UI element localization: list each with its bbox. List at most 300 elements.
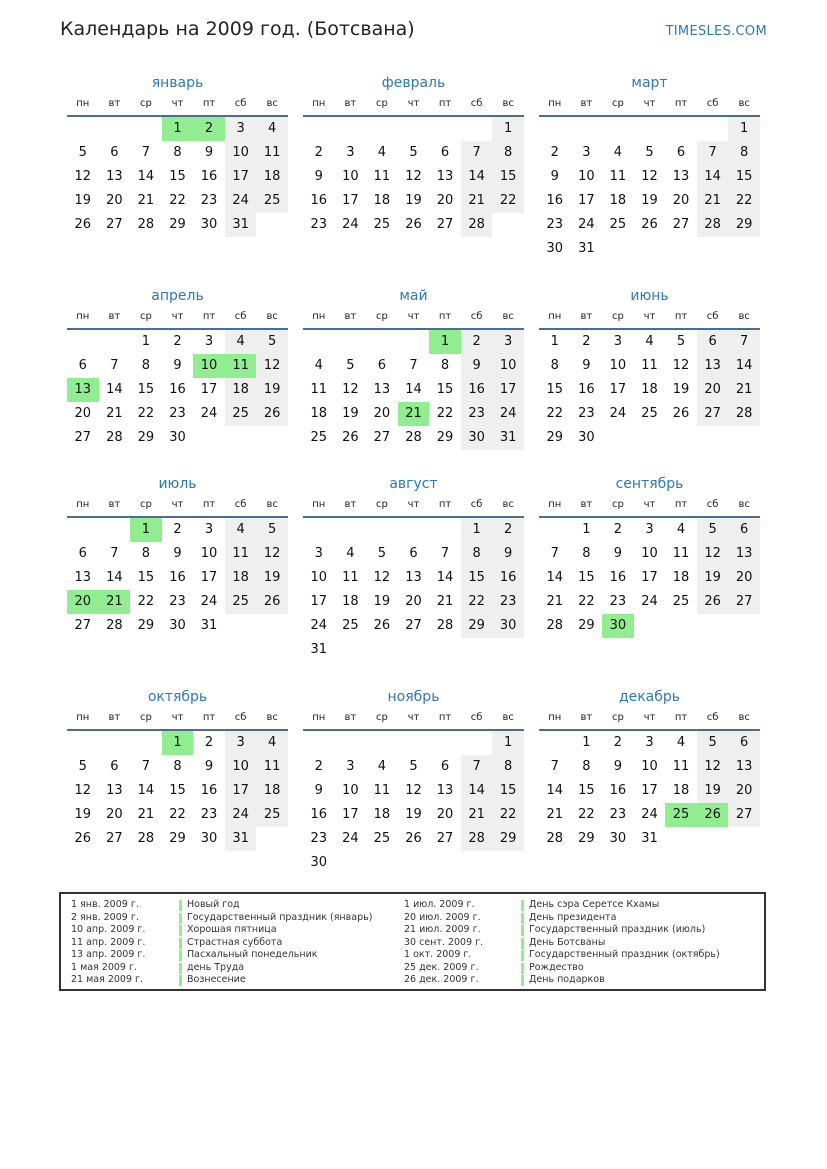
day-cell: 25 (225, 590, 257, 614)
day-cell: 14 (697, 165, 729, 189)
day-cell: 28 (728, 402, 760, 426)
weekday-label: вс (266, 98, 278, 109)
day-cell: 11 (342, 570, 359, 585)
day-cell: 7 (141, 145, 151, 160)
empty-cell (366, 638, 398, 662)
day-cell: 12 (342, 382, 359, 397)
weekday-label: ср (611, 98, 624, 109)
day-cell: 18 (256, 165, 288, 189)
holiday-date: 26 дек. 2009 г. (404, 974, 479, 985)
weekday-label: чт (407, 499, 420, 510)
empty-cell (335, 117, 367, 141)
weekday-label: чт (643, 98, 656, 109)
empty-cell (461, 851, 493, 875)
day-cell: 14 (546, 570, 564, 585)
day-cell: 21 (461, 189, 493, 213)
day-cell: 20 (728, 566, 760, 590)
empty-cell (728, 237, 760, 261)
holiday-name: Рождество (529, 961, 584, 973)
day-cell: 28 (106, 430, 123, 445)
empty-cell (99, 117, 131, 141)
day-cell: 16 (546, 193, 564, 208)
month-name: январь (151, 75, 204, 91)
day-cell: 26 (373, 618, 391, 633)
legend-row (404, 912, 724, 925)
day-cell: 17 (342, 807, 359, 822)
empty-cell (697, 614, 729, 638)
empty-cell (461, 117, 493, 141)
day-cell: 20 (67, 590, 99, 614)
empty-cell (130, 117, 162, 141)
day-cell: 18 (342, 594, 359, 609)
month-6 (539, 286, 760, 450)
holiday-date: 21 мая 2009 г. (71, 974, 144, 985)
weekday-header (67, 309, 288, 330)
week-row (303, 638, 524, 662)
day-cell: 20 (436, 807, 454, 822)
empty-cell (303, 117, 335, 141)
day-cell: 19 (256, 566, 288, 590)
day-cell: 20 (728, 779, 760, 803)
empty-cell (99, 731, 131, 755)
weekday-label: пн (548, 311, 562, 322)
holiday-date: 1 янв. 2009 г. (71, 899, 139, 910)
day-cell: 17 (225, 779, 257, 803)
weekday-label: ср (611, 311, 624, 322)
day-cell: 16 (492, 566, 524, 590)
day-cell: 29 (137, 430, 155, 445)
holiday-name: Пасхальный понедельник (187, 949, 318, 960)
day-cell: 18 (256, 779, 288, 803)
day-cell: 8 (141, 546, 151, 561)
empty-cell (429, 117, 461, 141)
day-cell: 8 (550, 358, 559, 373)
day-cell: 18 (225, 378, 257, 402)
day-cell: 25 (672, 594, 690, 609)
day-cell: 14 (436, 570, 454, 585)
legend-row (404, 962, 724, 975)
day-cell: 25 (665, 803, 697, 827)
week-row (67, 402, 288, 426)
day-cell: 16 (200, 169, 218, 184)
day-cell: 24 (609, 406, 627, 421)
month-4 (67, 286, 288, 450)
day-cell: 27 (405, 618, 422, 633)
day-cell: 21 (546, 807, 564, 822)
empty-cell (366, 330, 398, 354)
day-cell: 3 (582, 145, 591, 160)
weekday-label: вт (344, 311, 357, 322)
week-row (539, 590, 760, 614)
weekday-label: вт (580, 499, 593, 510)
holiday-date: 1 июл. 2009 г. (404, 899, 475, 910)
empty-cell (366, 731, 398, 755)
week-row (303, 590, 524, 614)
day-cell: 28 (546, 618, 564, 633)
empty-cell (665, 426, 697, 450)
day-cell: 13 (74, 570, 92, 585)
day-cell: 29 (546, 430, 564, 445)
day-cell: 19 (74, 193, 92, 208)
day-cell: 9 (582, 358, 591, 373)
day-cell: 21 (728, 378, 760, 402)
day-cell: 24 (641, 807, 658, 822)
holiday-marker (179, 900, 182, 911)
weekday-label: вт (580, 98, 593, 109)
empty-cell (728, 426, 760, 450)
day-cell: 5 (409, 145, 418, 160)
day-cell: 10 (225, 755, 257, 779)
weekday-label: пн (76, 311, 90, 322)
day-cell: 27 (728, 590, 760, 614)
site-link[interactable]: TIMESLES.COM (665, 24, 767, 39)
day-cell: 17 (609, 382, 627, 397)
day-cell: 6 (409, 546, 418, 561)
day-cell: 10 (641, 546, 658, 561)
week-row (303, 827, 524, 851)
month-name: август (389, 476, 438, 492)
day-cell: 17 (200, 382, 218, 397)
legend-row (404, 937, 724, 950)
day-cell: 31 (492, 426, 524, 450)
day-cell: 21 (106, 406, 123, 421)
weekday-label: пн (548, 98, 562, 109)
day-cell: 11 (256, 755, 288, 779)
day-cell: 6 (440, 145, 450, 160)
day-cell: 17 (342, 193, 359, 208)
day-cell: 21 (398, 402, 430, 426)
weekday-label: вс (502, 712, 514, 723)
empty-cell (256, 827, 288, 851)
day-cell: 19 (697, 566, 729, 590)
weekday-label: сб (234, 311, 247, 322)
day-cell: 8 (461, 542, 493, 566)
weekday-label: сб (470, 98, 483, 109)
day-cell: 25 (609, 217, 627, 232)
day-cell: 31 (200, 618, 218, 633)
weekday-header (303, 710, 524, 731)
day-cell: 6 (78, 546, 87, 561)
day-cell: 19 (373, 594, 391, 609)
day-cell: 26 (641, 217, 658, 232)
day-cell: 10 (200, 546, 218, 561)
day-cell: 14 (461, 779, 493, 803)
day-cell: 30 (310, 855, 328, 870)
day-cell: 30 (200, 831, 218, 846)
day-cell: 21 (546, 594, 564, 609)
weekday-label: пт (674, 499, 688, 510)
week-row (303, 518, 524, 542)
day-cell: 8 (440, 358, 450, 373)
empty-cell (461, 731, 493, 755)
day-cell: 13 (67, 378, 99, 402)
weekday-label: пн (76, 98, 90, 109)
day-cell: 4 (645, 334, 654, 349)
day-cell: 23 (310, 217, 328, 232)
holiday-name: Страстная суббота (187, 936, 283, 948)
day-cell: 9 (492, 542, 524, 566)
weekday-label: вс (266, 499, 278, 510)
day-cell: 5 (697, 518, 729, 542)
day-cell: 4 (225, 518, 257, 542)
weekday-label: вс (738, 499, 750, 510)
day-cell: 19 (672, 382, 690, 397)
weekday-label: вт (580, 311, 593, 322)
week-row (539, 755, 760, 779)
week-row (303, 165, 524, 189)
holiday-name: День Ботсваны (529, 936, 606, 948)
day-cell: 6 (110, 759, 119, 774)
day-cell: 22 (169, 193, 186, 208)
empty-cell (602, 117, 634, 141)
day-cell: 24 (200, 594, 218, 609)
week-row (539, 165, 760, 189)
day-cell: 9 (314, 783, 323, 798)
empty-cell (429, 731, 461, 755)
day-cell: 15 (728, 165, 760, 189)
day-cell: 7 (728, 330, 760, 354)
day-cell: 19 (405, 193, 422, 208)
day-cell: 5 (645, 145, 654, 160)
day-cell: 16 (169, 382, 186, 397)
empty-cell (429, 518, 461, 542)
day-cell: 31 (225, 827, 257, 851)
day-cell: 28 (106, 618, 123, 633)
weekday-label: чт (407, 712, 420, 723)
day-cell: 8 (492, 141, 524, 165)
day-cell: 12 (74, 783, 92, 798)
weekday-label: пт (438, 311, 452, 322)
day-cell: 29 (137, 618, 155, 633)
week-row (539, 117, 760, 141)
legend-row (71, 912, 391, 925)
day-cell: 26 (405, 217, 422, 232)
day-cell: 14 (137, 783, 155, 798)
day-cell: 3 (645, 735, 654, 750)
week-row (539, 779, 760, 803)
day-cell: 20 (672, 193, 690, 208)
day-cell: 3 (225, 117, 257, 141)
day-cell: 12 (256, 542, 288, 566)
month-3 (539, 73, 760, 261)
weekday-label: пт (674, 98, 688, 109)
weekday-label: сб (706, 98, 719, 109)
month-12 (539, 687, 760, 851)
week-row (539, 237, 760, 261)
empty-cell (225, 614, 257, 638)
empty-cell (634, 426, 666, 450)
holiday-name: Государственный праздник (июль) (529, 924, 706, 935)
weekday-label: ср (139, 311, 152, 322)
legend-row (71, 924, 391, 937)
weekday-label: пт (202, 311, 216, 322)
week-row (539, 827, 760, 851)
day-cell: 27 (672, 217, 690, 232)
weekday-label: пт (438, 712, 452, 723)
day-cell: 13 (106, 169, 123, 184)
empty-cell (539, 518, 571, 542)
day-cell: 21 (137, 193, 155, 208)
day-cell: 11 (609, 169, 627, 184)
legend-row (71, 962, 391, 975)
weekday-label: чт (643, 712, 656, 723)
weekday-label: вс (266, 311, 278, 322)
weekday-label: ср (375, 499, 388, 510)
day-cell: 28 (461, 213, 493, 237)
day-cell: 13 (405, 570, 422, 585)
day-cell: 14 (106, 382, 123, 397)
day-cell: 10 (641, 759, 658, 774)
week-row (539, 141, 760, 165)
day-cell: 2 (613, 735, 623, 750)
week-row (67, 141, 288, 165)
day-cell: 2 (204, 735, 214, 750)
day-cell: 14 (106, 570, 123, 585)
day-cell: 5 (78, 759, 87, 774)
legend-row (71, 949, 391, 962)
week-row (303, 213, 524, 237)
holiday-name: День сэра Серетсе Кхамы (529, 899, 660, 910)
holiday-name: День президента (529, 911, 617, 923)
day-cell: 8 (173, 145, 182, 160)
day-cell: 1 (728, 117, 760, 141)
weekday-label: ср (139, 499, 152, 510)
holiday-date: 1 мая 2009 г. (71, 961, 137, 973)
week-row (539, 330, 760, 354)
day-cell: 27 (106, 831, 123, 846)
week-row (67, 566, 288, 590)
weekday-label: пт (202, 499, 216, 510)
day-cell: 19 (256, 378, 288, 402)
day-cell: 9 (613, 546, 623, 561)
day-cell: 8 (582, 759, 591, 774)
day-cell: 20 (74, 406, 92, 421)
day-cell: 17 (578, 193, 595, 208)
holiday-marker (521, 925, 524, 936)
day-cell: 17 (200, 570, 218, 585)
empty-cell (256, 213, 288, 237)
month-7 (67, 474, 288, 638)
day-cell: 22 (546, 406, 564, 421)
day-cell: 28 (461, 827, 493, 851)
day-cell: 29 (492, 827, 524, 851)
empty-cell (461, 638, 493, 662)
week-row (303, 851, 524, 875)
week-row (67, 213, 288, 237)
day-cell: 13 (436, 783, 454, 798)
day-cell: 3 (346, 759, 355, 774)
week-row (539, 614, 760, 638)
empty-cell (398, 117, 430, 141)
day-cell: 18 (373, 807, 391, 822)
day-cell: 2 (314, 145, 323, 160)
day-cell: 24 (225, 189, 257, 213)
weekday-label: пт (674, 712, 688, 723)
day-cell: 31 (310, 642, 328, 657)
weekday-label: вс (738, 712, 750, 723)
day-cell: 17 (492, 378, 524, 402)
day-cell: 23 (169, 594, 186, 609)
day-cell: 4 (346, 546, 355, 561)
day-cell: 18 (672, 783, 690, 798)
week-row (303, 117, 524, 141)
day-cell: 2 (613, 522, 623, 537)
day-cell: 6 (676, 145, 686, 160)
day-cell: 12 (405, 169, 422, 184)
day-cell: 28 (436, 618, 454, 633)
weekday-label: чт (171, 499, 184, 510)
day-cell: 12 (641, 169, 658, 184)
day-cell: 11 (373, 783, 391, 798)
day-cell: 9 (173, 546, 182, 561)
day-cell: 18 (373, 193, 391, 208)
weekday-label: сб (234, 98, 247, 109)
week-row (303, 330, 524, 354)
week-row (539, 213, 760, 237)
day-cell: 15 (436, 382, 454, 397)
day-cell: 27 (74, 430, 92, 445)
empty-cell (335, 731, 367, 755)
day-cell: 5 (377, 546, 387, 561)
page-title: Календарь на 2009 год. (Ботсвана) (60, 18, 415, 40)
week-row (67, 731, 288, 755)
day-cell: 8 (728, 141, 760, 165)
day-cell: 12 (405, 783, 422, 798)
empty-cell (539, 731, 571, 755)
day-cell: 2 (314, 759, 323, 774)
day-cell: 6 (440, 759, 450, 774)
holiday-date: 10 апр. 2009 г. (71, 924, 146, 935)
weekday-label: вс (502, 98, 514, 109)
week-row (303, 378, 524, 402)
empty-cell (539, 117, 571, 141)
day-cell: 10 (225, 141, 257, 165)
week-row (67, 827, 288, 851)
holiday-marker (179, 963, 182, 974)
week-row (67, 426, 288, 450)
weekday-label: чт (407, 311, 420, 322)
day-cell: 30 (200, 217, 218, 232)
empty-cell (398, 638, 430, 662)
weekday-label: пн (312, 98, 326, 109)
empty-cell (335, 518, 367, 542)
day-cell: 5 (256, 518, 288, 542)
day-cell: 15 (546, 382, 564, 397)
day-cell: 4 (613, 145, 623, 160)
day-cell: 20 (106, 193, 123, 208)
day-cell: 7 (440, 546, 450, 561)
day-cell: 7 (110, 358, 119, 373)
weekday-label: сб (470, 311, 483, 322)
week-row (67, 542, 288, 566)
weekday-label: чт (171, 98, 184, 109)
day-cell: 29 (169, 831, 186, 846)
weekday-label: пт (202, 712, 216, 723)
day-cell: 5 (409, 759, 418, 774)
day-cell: 18 (641, 382, 658, 397)
day-cell: 23 (310, 831, 328, 846)
weekday-label: ср (611, 712, 624, 723)
weekday-header (539, 309, 760, 330)
day-cell: 13 (728, 755, 760, 779)
day-cell: 25 (256, 803, 288, 827)
day-cell: 27 (697, 402, 729, 426)
day-cell: 5 (346, 358, 355, 373)
day-cell: 2 (173, 334, 182, 349)
day-cell: 26 (256, 402, 288, 426)
day-cell: 3 (314, 546, 323, 561)
week-row (67, 330, 288, 354)
